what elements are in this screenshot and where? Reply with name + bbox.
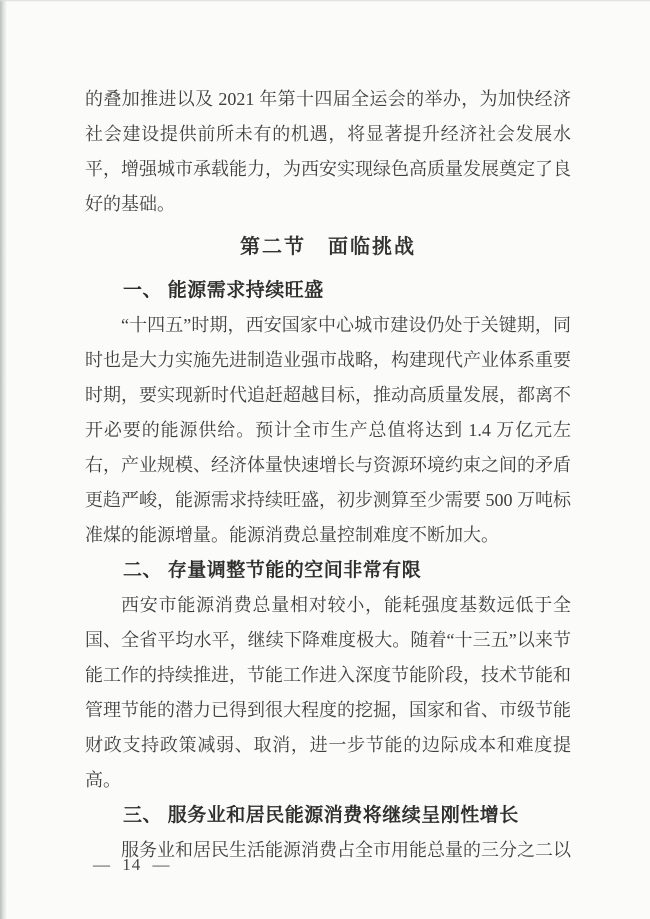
paragraph-continuation: 的叠加推进以及 2021 年第十四届全运会的举办，为加快经济社会建设提供前所未有的机遇，将显著提升经济社会发展水平，增强城市承载能力，为西安实现绿色高质量发展奠定了良好的基础。 [85, 89, 571, 214]
scan-edge-top-shadow [0, 0, 650, 2]
subheading-rigid-growth: 三、 服务业和居民能源消费将继续呈刚性增长 [123, 805, 519, 826]
section-heading: 第二节 面临挑战 [240, 236, 416, 258]
scan-edge-left-shadow [0, 0, 7, 919]
paragraph-energy-saving-space: 西安市能源消费总量相对较小，能耗强度基数远低于全国、全省平均水平，继续下降难度极大。随着“十三五”以来节能工作的持续推进，节能工作进入深度节能阶段，技术节能和管理节能的潜力已得到很大程度的挖掘，国家和省、市级节能财政支持政策减弱、取消，进一步节能的边际成本和难度提高。 [85, 595, 571, 790]
page-number: — 14 — [93, 855, 171, 874]
page-footer [93, 855, 171, 875]
paragraph-energy-demand: “十四五”时期，西安国家中心城市建设仍处于关键期，同时也是大力实施先进制造业强市战略，构建现代产业体系重要时期，要实现新时代追赶超越目标，推动高质量发展，都离不开必要的能源供给。预计全市生产总值将达到 1.4 万亿元左右，产业规模、经济体量快速增长与资源环境约束之间的矛盾更趋严峻，能源需求持续旺盛，初步测算至少需要 500 万吨标准煤的能源增量。能源消费总量控制难度不断加大。 [85, 315, 571, 545]
page-content [85, 82, 571, 868]
subheading-energy-saving-space: 二、 存量调整节能的空间非常有限 [123, 560, 422, 581]
paragraph-rigid-growth: 服务业和居民生活能源消费占全市用能总量的三分之二以 [121, 840, 571, 860]
subheading-energy-demand: 一、 能源需求持续旺盛 [123, 280, 324, 301]
